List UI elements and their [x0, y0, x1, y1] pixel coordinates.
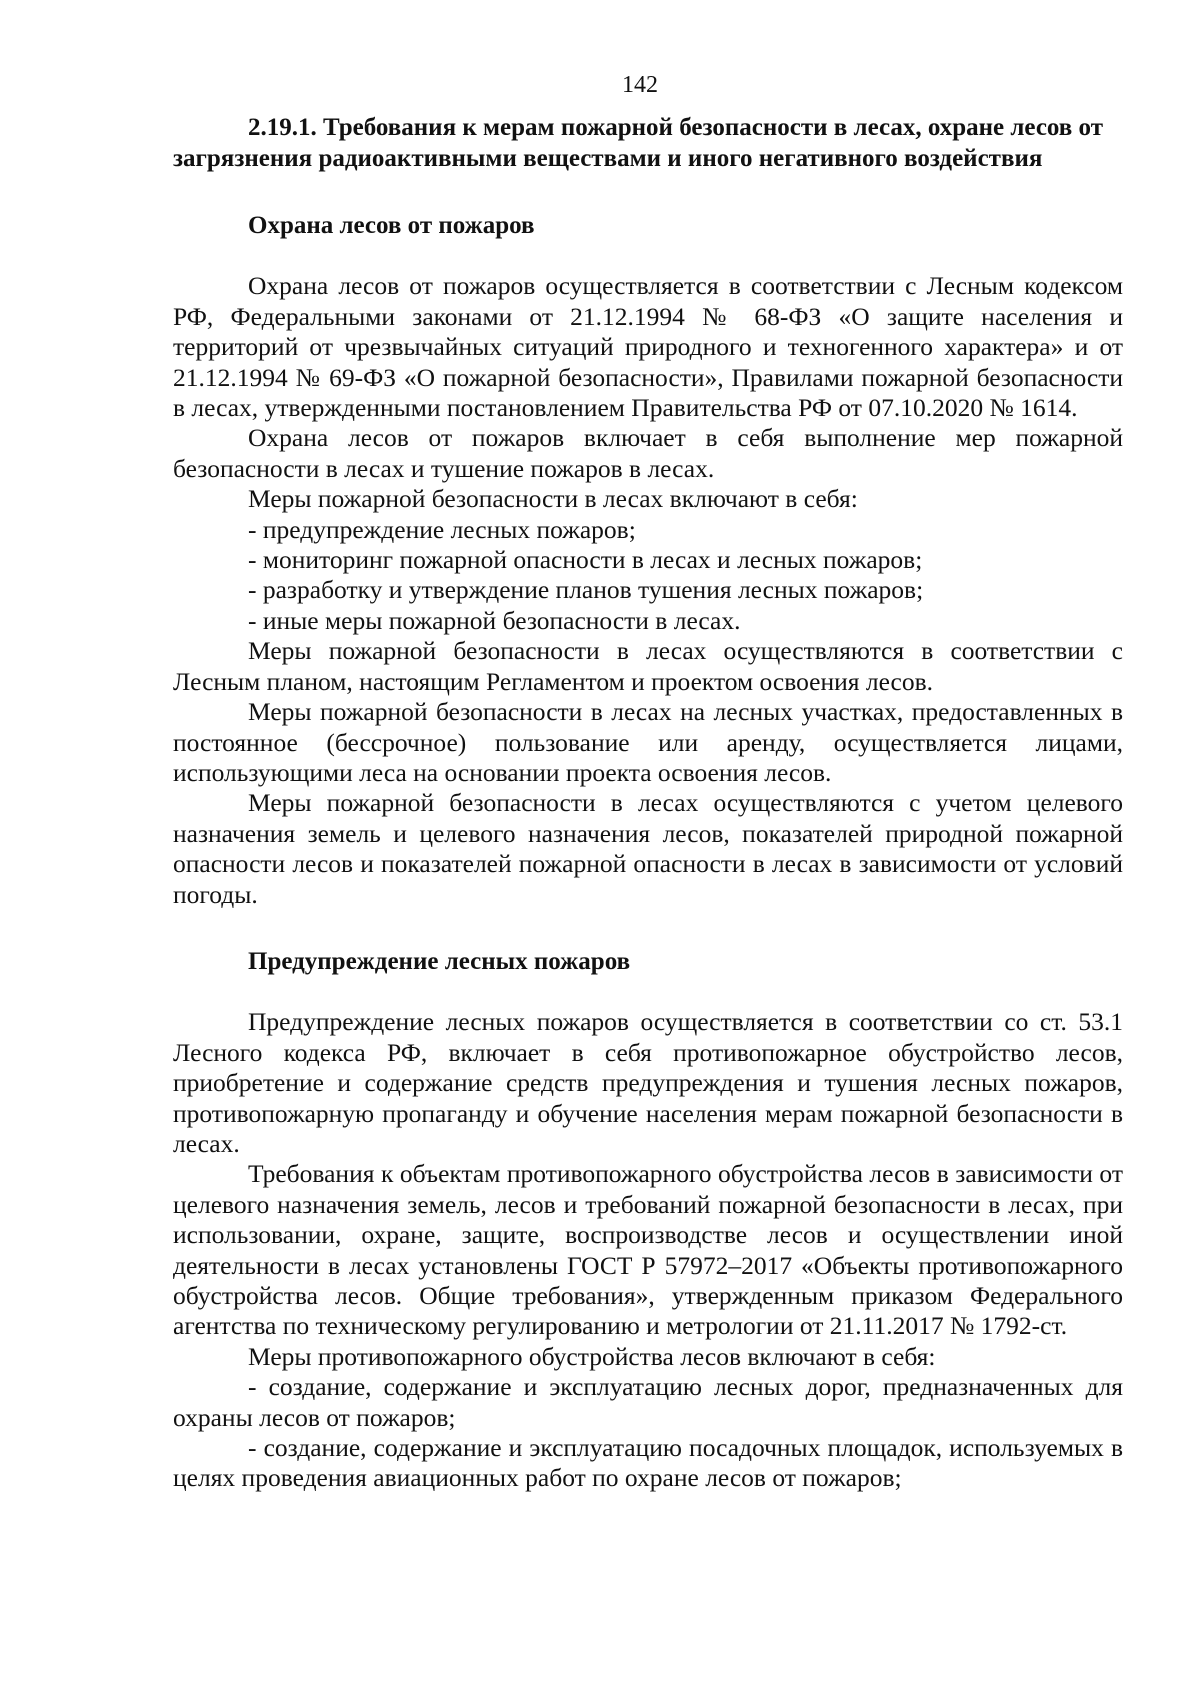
paragraph: Охрана лесов от пожаров осуществляется в соответствии с Лесным кодексом РФ, Федеральными законами от 21.12.1994 № 68-ФЗ «О защите населения и территорий от чрезвычайных ситуаций природного и техногенного характера» и от 21.12.1994 № 69-ФЗ «О пожарной безопасности», Правилами пожарной безопасности в лесах, утвержденными постановлением Правительства РФ от 07.10.2020 № 1614.: [173, 271, 1123, 423]
paragraph: Меры пожарной безопасности в лесах осуществляются в соответствии с Лесным планом, настоящим Регламентом и проектом освоения лесов.: [173, 636, 1123, 696]
document-body: [173, 112, 1123, 1494]
section-title: 2.19.1. Требования к мерам пожарной безопасности в лесах, охране лесов от загрязнения радиоактивными веществами и иного негативного воздействия: [173, 114, 1104, 172]
paragraph: Меры противопожарного обустройства лесов включают в себя:: [248, 1341, 936, 1371]
paragraph: Меры пожарной безопасности в лесах на лесных участках, предоставленных в постоянное (бессрочное) пользование или аренду, осуществляется лицами, использующими леса на основании проекта освоения лесов.: [173, 697, 1123, 787]
list-item: - иные меры пожарной безопасности в лесах.: [248, 605, 741, 635]
paragraph: Предупреждение лесных пожаров осуществляется в соответствии со ст. 53.1 Лесного кодекса РФ, включает в себя противопожарное обустройство лесов, приобретение и содержание средств предупреждения и тушения лесных пожаров, противопожарную пропаганду и обучение населения мерам пожарной безопасности в лесах.: [173, 1007, 1123, 1158]
list-item: - разработку и утверждение планов тушения лесных пожаров;: [248, 575, 924, 605]
paragraph: Требования к объектам противопожарного обустройства лесов в зависимости от целевого назначения земель, лесов и требований пожарной безопасности в лесах, при использовании, охране, защите, воспроизводстве лесов и осуществлении иной деятельности в лесах установлены ГОСТ Р 57972–2017 «Объекты противопожарного обустройства лесов. Общие требования», утвержденным приказом Федерального агентства по техническому регулированию и метрологии от 21.11.2017 № 1792-ст.: [173, 1159, 1123, 1341]
list-item: - создание, содержание и эксплуатацию посадочных площадок, используемых в целях проведения авиационных работ по охране лесов от пожаров;: [173, 1433, 1123, 1493]
paragraph: Меры пожарной безопасности в лесах включают в себя:: [248, 484, 858, 514]
list-item: - мониторинг пожарной опасности в лесах и лесных пожаров;: [248, 545, 923, 575]
list-item: - предупреждение лесных пожаров;: [248, 514, 636, 544]
subheading-forest-fire-protection: Охрана лесов от пожаров: [248, 212, 535, 239]
subheading-forest-fire-prevention: Предупреждение лесных пожаров: [248, 947, 631, 975]
paragraph: Охрана лесов от пожаров включает в себя выполнение мер пожарной безопасности в лесах и тушение пожаров в лесах.: [173, 423, 1123, 483]
list-item: - создание, содержание и эксплуатацию лесных дорог, предназначенных для охраны лесов от пожаров;: [173, 1372, 1123, 1432]
page-number: 142: [622, 72, 658, 98]
paragraph: Меры пожарной безопасности в лесах осуществляются с учетом целевого назначения земель и целевого назначения лесов, показателей природной пожарной опасности лесов и показателей пожарной опасности в лесах в зависимости от условий погоды.: [173, 788, 1123, 909]
